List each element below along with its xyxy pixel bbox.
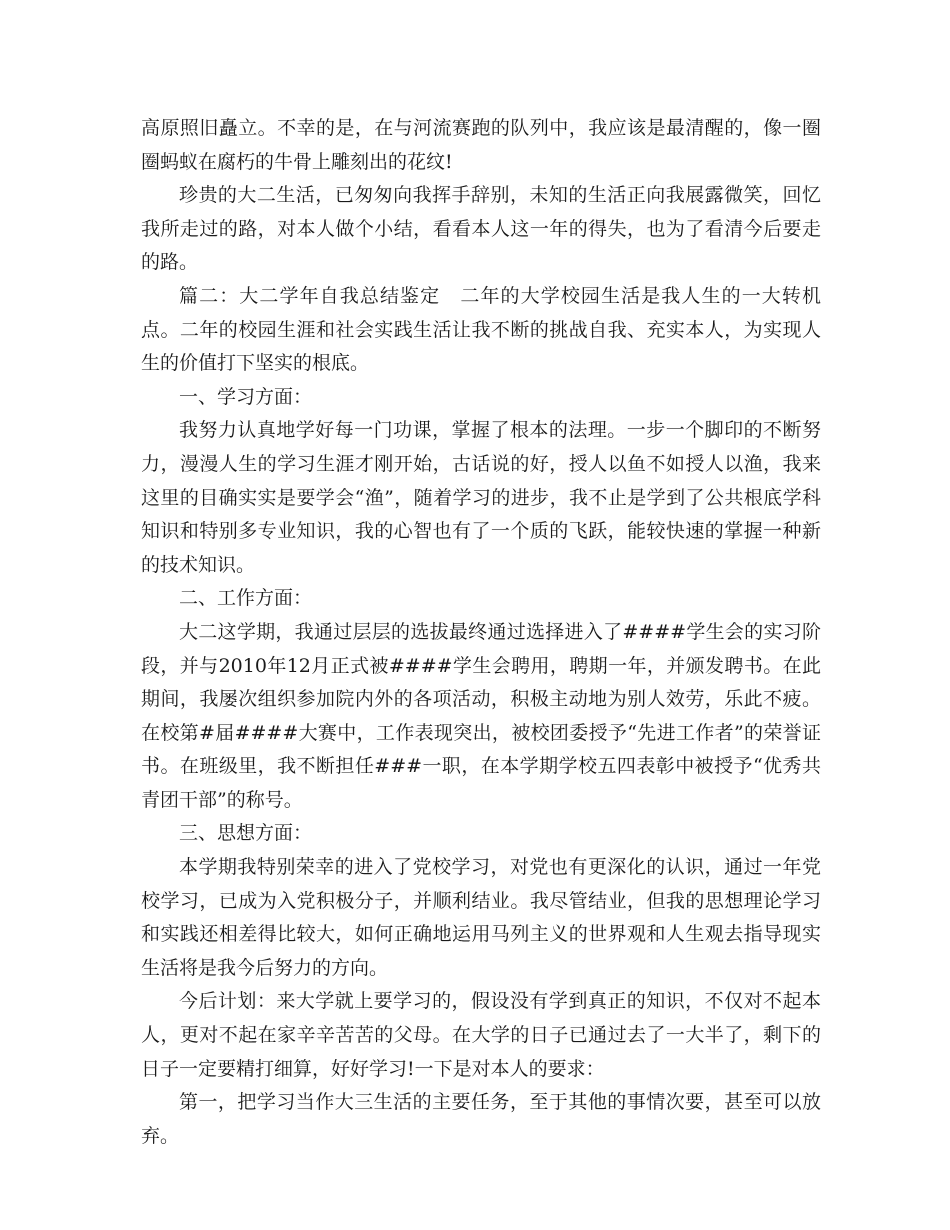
- paragraph-plan: 今后计划：来大学就上要学习的，假设没有学到真正的知识，不仅对不起本人，更对不起在家辛辛苦苦的父母。在大学的日子已通过去了一大半了，剩下的日子一定要精打细算，好好学习!一下是对本人的要求：: [141, 990, 821, 1080]
- section-heading-work: 二、工作方面：: [179, 587, 313, 610]
- section-heading-study: 一、学习方面：: [179, 385, 313, 408]
- paragraph-thought: 本学期我特别荣幸的进入了党校学习，对党也有更深化的认识，通过一年党校学习，已成为入党积极分子，并顺利结业。我尽管结业，但我的思想理论学习和实践还相差得比较大，如何正确地运用马列主义的世界观和人生观去指导现实生活将是我今后努力的方向。: [141, 856, 821, 979]
- paragraph-first-point: 第一，把学习当作大三生活的主要任务，至于其他的事情次要，甚至可以放弃。: [141, 1091, 821, 1147]
- paragraph-2: 珍贵的大二生活，已匆匆向我挥手辞别，未知的生活正向我展露微笑，回忆我所走过的路，对本人做个小结，看看本人这一年的得失，也为了看清今后要走的路。: [141, 184, 821, 274]
- section-heading-thought: 三、思想方面：: [179, 822, 313, 845]
- document-body: [141, 112, 821, 1153]
- paragraph-study: 我努力认真地学好每一门功课，掌握了根本的法理。一步一个脚印的不断努力，漫漫人生的学习生涯才刚开始，古话说的好，授人以鱼不如授人以渔，我来这里的目确实实是要学会“渔”，随着学习的进步，我不止是学到了公共根底学科知识和特别多专业知识，我的心智也有了一个质的飞跃，能较快速的掌握一种新的技术知识。: [141, 419, 821, 576]
- paragraph-1: 高原照旧矗立。不幸的是，在与河流赛跑的队列中，我应该是最清醒的，像一圈圈蚂蚁在腐朽的牛骨上雕刻出的花纹!: [141, 117, 821, 173]
- paragraph-work: 大二这学期，我通过层层的选拔最终通过选择进入了####学生会的实习阶段，并与2010年12月正式被####学生会聘用，聘期一年，并颁发聘书。在此期间，我屡次组织参加院内外的各项活动，积极主动地为别人效劳，乐此不疲。在校第#届####大赛中，工作表现突出，被校团委授予“先进工作者”的荣誉证书。在班级里，我不断担任###一职，在本学期学校五四表彰中被授予“优秀共青团干部”的称号。: [141, 620, 821, 811]
- paragraph-3: 篇二：大二学年自我总结鉴定 二年的大学校园生活是我人生的一大转机点。二年的校园生涯和社会实践生活让我不断的挑战自我、充实本人，为实现人生的价值打下坚实的根底。: [141, 284, 821, 375]
